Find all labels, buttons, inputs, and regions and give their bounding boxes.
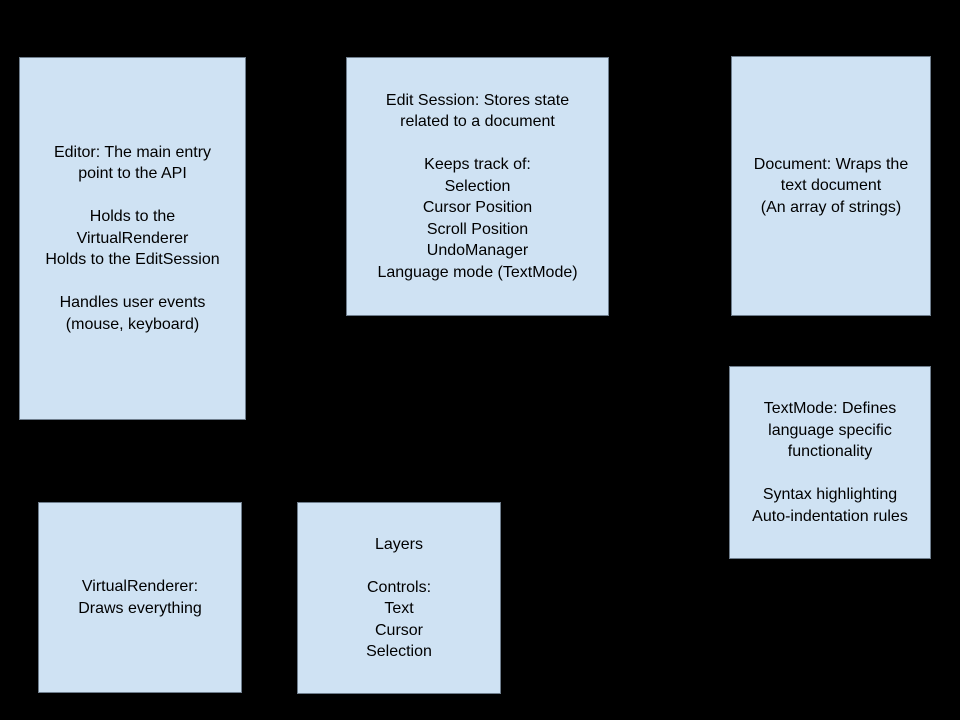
text-line: Holds to the EditSession (45, 251, 220, 269)
text-line: Cursor (374, 621, 423, 639)
text-line: Holds to the (89, 208, 176, 226)
text-line: language specific (768, 421, 892, 439)
layers-description (298, 534, 500, 663)
text-line: Selection (444, 177, 511, 195)
text-line: Handles user events (59, 294, 206, 312)
text-line: related to a document (400, 113, 555, 131)
text-line (20, 271, 245, 293)
text-line: point to the API (78, 165, 187, 183)
text-line: UndoManager (426, 242, 529, 260)
node-virtual-renderer (38, 502, 242, 693)
text-line (20, 185, 245, 207)
node-text-mode (729, 366, 931, 559)
text-line: Document: Wraps the (753, 155, 909, 173)
text-line: Edit Session: Stores state (385, 91, 570, 109)
text-line: VirtualRenderer: (81, 578, 199, 595)
virtual-renderer-description (39, 576, 241, 619)
text-line: TextMode: Defines (763, 400, 897, 417)
text-line: (mouse, keyboard) (65, 315, 200, 333)
text-line: Draws everything (78, 599, 202, 617)
text-line: Scroll Position (426, 220, 529, 238)
text-line: Editor: The main entry (53, 143, 212, 161)
document-description (732, 154, 930, 219)
text-line: functionality (787, 443, 873, 460)
node-layers (297, 502, 501, 694)
text-line: Cursor Position (422, 199, 533, 217)
text-line: Selection (366, 643, 432, 660)
node-edit-session (346, 57, 609, 316)
text-line (298, 555, 500, 577)
text-line: Layers (374, 535, 424, 553)
text-line: text document (780, 177, 882, 195)
edit-session-description (347, 90, 608, 284)
text-line: Auto-indentation rules (752, 507, 908, 525)
text-line: Syntax highlighting (762, 486, 898, 503)
text-line: VirtualRenderer (76, 229, 189, 247)
text-line: Keeps track of: (424, 156, 531, 174)
text-line: Controls: (366, 578, 432, 596)
text-line (347, 133, 608, 155)
node-editor (19, 57, 246, 420)
text-line: Text (384, 600, 414, 617)
text-line: Language mode (TextMode) (377, 263, 578, 281)
text-line: (An array of strings) (760, 198, 902, 216)
editor-description (20, 142, 245, 336)
node-document (731, 56, 931, 316)
text-mode-description (730, 398, 930, 527)
text-line (730, 463, 930, 485)
